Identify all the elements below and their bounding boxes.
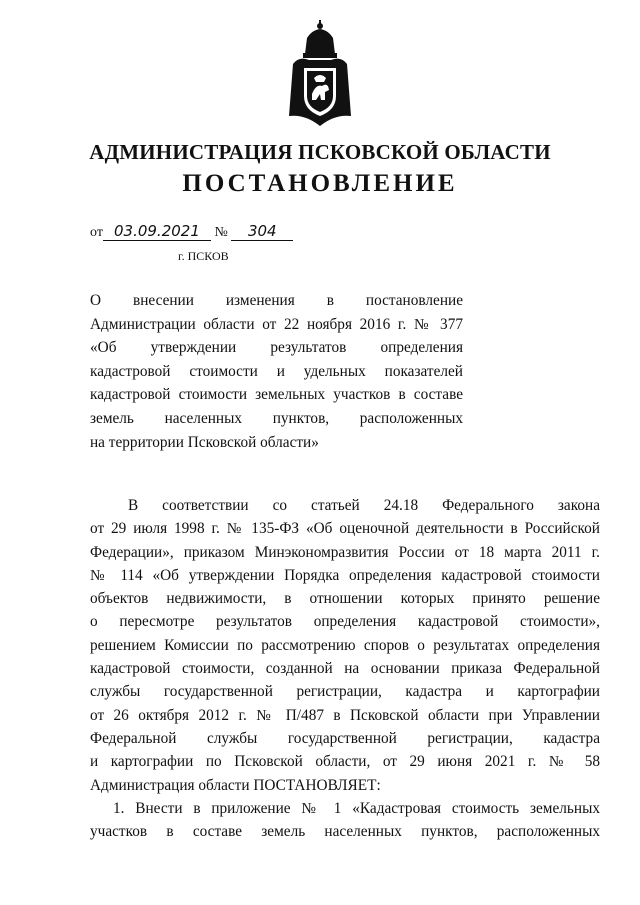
body-line: кадастровой стоимости, созданной на основании приказа Федеральной xyxy=(90,660,600,678)
body-line: участков в составе земель населенных пунктов, расположенных xyxy=(90,823,600,841)
coat-of-arms-emblem xyxy=(285,20,355,128)
subject-line: «Об утверждении результатов определения xyxy=(90,339,463,357)
body-line: В соответствии со статьей 24.18 Федерального закона xyxy=(128,497,600,514)
handwritten-date: 03.09.2021 xyxy=(103,222,211,241)
subject-line: на территории Псковской области» xyxy=(90,433,319,451)
subject-block xyxy=(90,289,463,454)
handwritten-number: 304 xyxy=(231,222,293,241)
body-line: объектов недвижимости, в отношении которых принято решение xyxy=(90,590,600,608)
document-meta xyxy=(90,222,293,241)
body-line: и картографии по Псковской области, от 29 июня 2021 г. № 58 xyxy=(90,753,600,771)
number-prefix: № xyxy=(214,225,228,240)
body-line: от 29 июля 1998 г. № 135-ФЗ «Об оценочной деятельности в Российской xyxy=(90,520,600,538)
body-line: 1. Внести в приложение № 1 «Кадастровая стоимость земельных xyxy=(113,799,600,817)
subject-line: кадастровой стоимости и удельных показателей xyxy=(90,362,463,380)
body-paragraph xyxy=(90,494,600,843)
body-line: о пересмотре результатов определения кадастровой стоимости», xyxy=(90,613,600,631)
body-line: Администрация области ПОСТАНОВЛЯЕТ: xyxy=(90,776,381,794)
body-line: от 26 октября 2012 г. № П/487 в Псковской области при Управлении xyxy=(90,706,600,724)
body-line: № 114 «Об утверждении Порядка определения кадастровой стоимости xyxy=(90,566,600,584)
organization-title: АДМИНИСТРАЦИЯ ПСКОВСКОЙ ОБЛАСТИ xyxy=(89,140,551,164)
subject-line: кадастровой стоимости земельных участков в составе xyxy=(90,386,463,404)
city-label: г. ПСКОВ xyxy=(178,249,229,263)
body-line: решением Комиссии по рассмотрению споров о результатах определения xyxy=(90,636,600,654)
subject-line: земель населенных пунктов, расположенных xyxy=(90,409,463,427)
body-line: Федерации», приказом Минэкономразвития России от 18 марта 2011 г. xyxy=(90,543,600,561)
date-prefix: от xyxy=(90,225,103,240)
subject-line: Администрации области от 22 ноября 2016 г. № 377 xyxy=(90,315,463,333)
document-type-title: ПОСТАНОВЛЕНИЕ xyxy=(182,170,458,197)
subject-line: О внесении изменения в постановление xyxy=(90,292,463,309)
body-line: Федеральной службы государственной регистрации, кадастра xyxy=(90,729,600,747)
body-line: службы государственной регистрации, кадастра и картографии xyxy=(90,683,600,701)
